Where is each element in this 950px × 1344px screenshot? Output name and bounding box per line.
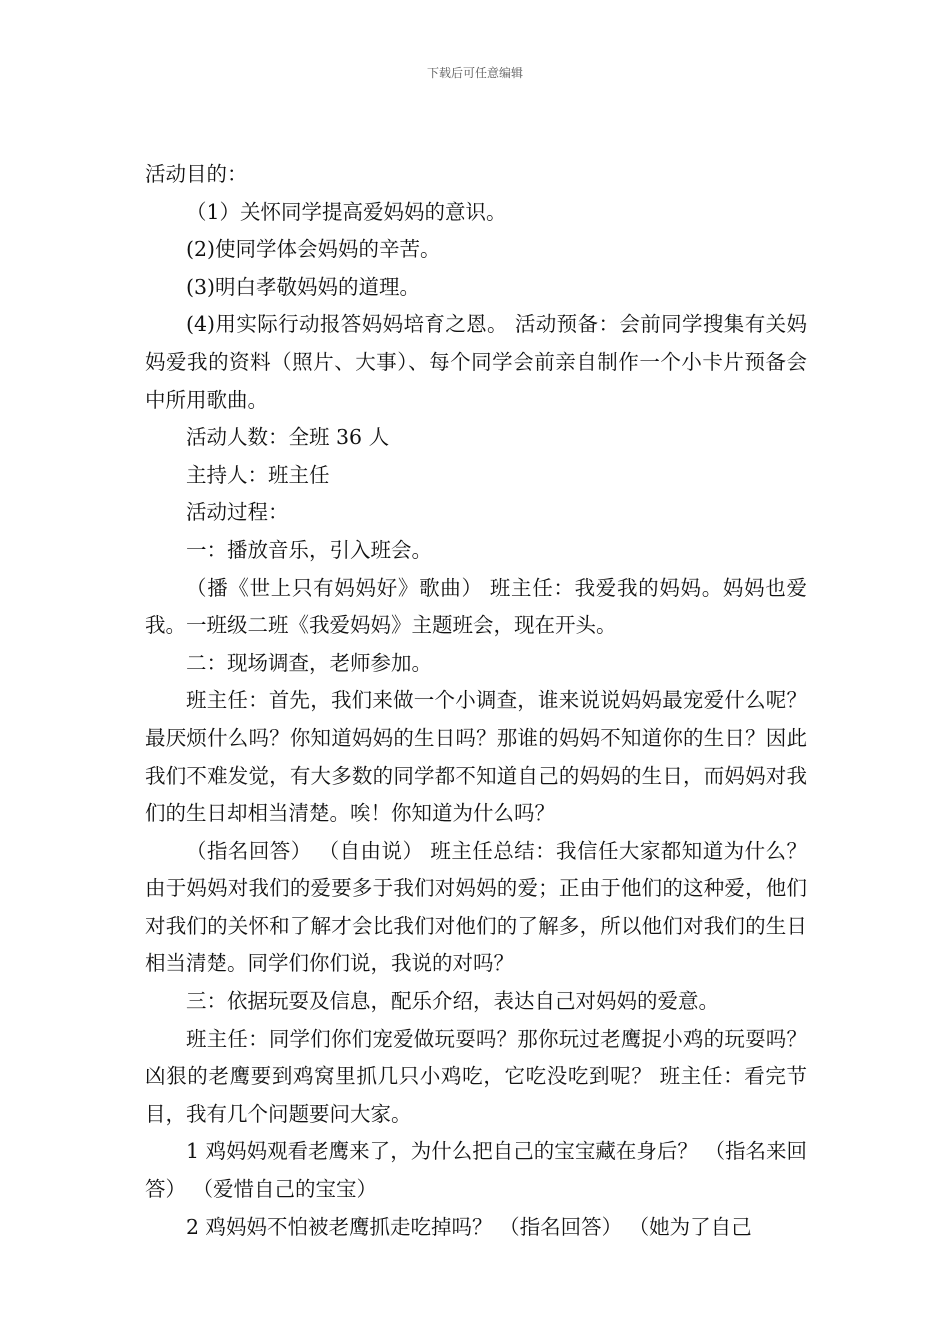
step-2-paragraph: 班主任：首先，我们来做一个小调查，谁来说说妈妈最宠爱什么呢？最厌烦什么吗？你知道妈妈的生日吗？那谁的妈妈不知道你的生日？因此我们不难发觉，有大多数的同学都不知道自己的妈妈的生日，而妈妈对我们的生日却相当清楚。唉！你知道为什么吗？ bbox=[145, 688, 807, 826]
document-body bbox=[145, 156, 807, 1246]
goal-item-3: (3)明白孝敬妈妈的道理。 bbox=[186, 274, 421, 299]
step-2-summary: （指名回答） （自由说） 班主任总结：我信任大家都知道为什么？由于妈妈对我们的爱要多于我们对妈妈的爱；正由于他们的这种爱，他们对我们的关怀和了解才会比我们对他们的了解多，所以他们对我们的生日相当清楚。同学们你们说，我说的对吗？ bbox=[145, 838, 807, 976]
question-1: 1 鸡妈妈观看老鹰来了，为什么把自己的宝宝藏在身后？ （指名来回答） （爱惜自己的宝宝） bbox=[145, 1139, 807, 1202]
goal-item-1: （1）关怀同学提高爱妈妈的意识。 bbox=[186, 199, 507, 224]
step-1-paragraph: （播《世上只有妈妈好》歌曲） 班主任：我爱我的妈妈。妈妈也爱我。一班级二班《我爱妈妈》主题班会，现在开头。 bbox=[145, 575, 807, 638]
step-1-heading: 一：播放音乐，引入班会。 bbox=[186, 537, 432, 562]
step-3-heading: 三：依据玩耍及信息，配乐介绍，表达自己对妈妈的爱意。 bbox=[186, 989, 719, 1014]
step-3-paragraph: 班主任：同学们你们宠爱做玩耍吗？那你玩过老鹰捉小鸡的玩耍吗？凶狠的老鹰要到鸡窝里抓几只小鸡吃，它吃没吃到呢？ 班主任：看完节目，我有几个问题要问大家。 bbox=[145, 1026, 807, 1126]
page-header: 下载后可任意编辑 bbox=[426, 66, 523, 80]
step-2-heading: 二：现场调查，老师参加。 bbox=[186, 650, 432, 675]
question-2: 2 鸡妈妈不怕被老鹰抓走吃掉吗？ （指名回答） （她为了自己 bbox=[186, 1214, 752, 1239]
host: 主持人：班主任 bbox=[186, 462, 330, 487]
goal-item-2: (2)使同学体会妈妈的辛苦。 bbox=[186, 237, 441, 262]
goal-item-4-and-preparation: (4)用实际行动报答妈妈培育之恩。 活动预备：会前同学搜集有关妈妈爱我的资料（照片、大事）、每个同学会前亲自制作一个小卡片预备会中所用歌曲。 bbox=[145, 312, 807, 412]
section-heading-activity-goal: 活动目的： bbox=[145, 162, 248, 186]
section-heading-activity-process: 活动过程： bbox=[186, 500, 289, 525]
participant-count: 活动人数：全班 36 人 bbox=[186, 425, 390, 450]
